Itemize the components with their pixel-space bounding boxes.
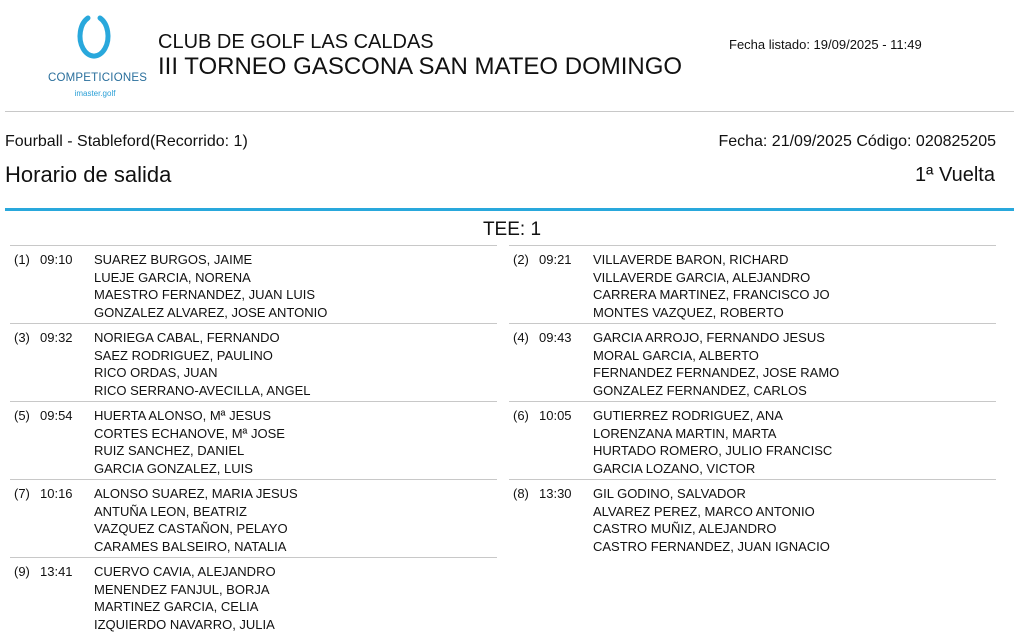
player-name: GIL GODINO, SALVADOR — [593, 486, 746, 501]
player-name: RUIZ SANCHEZ, DANIEL — [94, 443, 245, 459]
logo-text: COMPETICIONES — [48, 72, 148, 84]
group-number: (8) — [513, 486, 529, 501]
player-name: VAZQUEZ CASTAÑON, PELAYO — [94, 521, 288, 537]
header-divider — [5, 111, 1014, 112]
player-name: HURTADO ROMERO, JULIO FRANCISC — [593, 443, 833, 459]
group-number: (9) — [14, 564, 30, 579]
player-name: MENENDEZ FANJUL, BORJA — [94, 581, 270, 597]
list-date: Fecha listado: 19/09/2025 - 11:49 — [729, 37, 922, 52]
player-name: CORTES ECHANOVE, Mª JOSE — [94, 425, 285, 441]
group-number: (3) — [14, 330, 30, 345]
player-name: LORENZANA MARTIN, MARTA — [593, 425, 777, 441]
competiciones-logo-icon — [76, 12, 112, 68]
schedule-title: Horario de salida — [5, 162, 172, 187]
tee-time-group — [509, 323, 996, 401]
player-name: SUAREZ BURGOS, JAIME — [94, 252, 253, 267]
player-name: CARRERA MARTINEZ, FRANCISCO JO — [593, 287, 830, 303]
player-name: MONTES VAZQUEZ, ROBERTO — [593, 304, 784, 320]
player-name: CASTRO MUÑIZ, ALEJANDRO — [593, 521, 777, 537]
player-name: ALVAREZ PEREZ, MARCO ANTONIO — [593, 503, 815, 519]
group-number: (2) — [513, 252, 529, 267]
player-name: MAESTRO FERNANDEZ, JUAN LUIS — [94, 287, 316, 303]
tee-time-group — [509, 245, 996, 323]
club-name: CLUB DE GOLF LAS CALDAS — [158, 31, 434, 53]
group-number: (4) — [513, 330, 529, 345]
tee-time: 10:05 — [539, 408, 572, 423]
player-name: MARTINEZ GARCIA, CELIA — [94, 599, 259, 615]
player-name: HUERTA ALONSO, Mª JESUS — [94, 408, 271, 423]
player-name: MORAL GARCIA, ALBERTO — [593, 347, 759, 363]
tee-time-group — [10, 557, 497, 635]
player-list — [94, 563, 497, 633]
player-name: RICO SERRANO-AVECILLA, ANGEL — [94, 382, 311, 398]
player-name: NORIEGA CABAL, FERNANDO — [94, 330, 280, 345]
player-name: GARCIA ARROJO, FERNANDO JESUS — [593, 330, 825, 345]
player-list — [94, 485, 497, 555]
player-list — [593, 329, 996, 399]
tee-time: 09:43 — [539, 330, 572, 345]
group-number: (1) — [14, 252, 30, 267]
player-list — [593, 251, 996, 321]
tee-time-group — [10, 323, 497, 401]
tee-time-group — [509, 479, 996, 557]
player-name: RICO ORDAS, JUAN — [94, 365, 218, 381]
tee-time: 13:41 — [40, 564, 73, 579]
game-format: Fourball - Stableford(Recorrido: 1) — [5, 133, 248, 150]
player-name: LUEJE GARCIA, NORENA — [94, 269, 251, 285]
logo-subtext: imaster.golf — [74, 89, 116, 98]
accent-divider — [5, 208, 1014, 211]
group-number: (5) — [14, 408, 30, 423]
tee-time: 09:10 — [40, 252, 73, 267]
tee-time-group — [10, 401, 497, 479]
player-name: CARAMES BALSEIRO, NATALIA — [94, 538, 287, 554]
tee-time: 09:21 — [539, 252, 572, 267]
tee-time-groups — [10, 245, 996, 635]
tee-time: 13:30 — [539, 486, 572, 501]
player-name: GARCIA LOZANO, VICTOR — [593, 460, 756, 476]
player-name: GUTIERREZ RODRIGUEZ, ANA — [593, 408, 783, 423]
player-name: VILLAVERDE BARON, RICHARD — [593, 252, 789, 267]
tee-time: 09:54 — [40, 408, 73, 423]
group-number: (6) — [513, 408, 529, 423]
round-date-code: Fecha: 21/09/2025 Código: 020825205 — [718, 133, 996, 150]
player-name: CUERVO CAVIA, ALEJANDRO — [94, 564, 276, 579]
tee-time-group — [10, 479, 497, 557]
player-name: ANTUÑA LEON, BEATRIZ — [94, 503, 247, 519]
tee-label: TEE: 1 — [482, 219, 542, 240]
player-name: IZQUIERDO NAVARRO, JULIA — [94, 616, 275, 632]
player-name: FERNANDEZ FERNANDEZ, JOSE RAMO — [593, 365, 840, 381]
tournament-name: III TORNEO GASCONA SAN MATEO DOMINGO — [158, 53, 683, 80]
player-list — [593, 407, 996, 477]
tee-time: 09:32 — [40, 330, 73, 345]
tee-time-group — [10, 245, 497, 323]
page-header — [0, 0, 1024, 112]
player-name: VILLAVERDE GARCIA, ALEJANDRO — [593, 269, 811, 285]
tee-time-group — [509, 401, 996, 479]
player-list — [94, 329, 497, 399]
player-name: GONZALEZ ALVAREZ, JOSE ANTONIO — [94, 304, 328, 320]
player-name: GARCIA GONZALEZ, LUIS — [94, 460, 253, 476]
tee-time: 10:16 — [40, 486, 73, 501]
round-number: 1ª Vuelta — [914, 164, 995, 186]
player-list — [593, 485, 996, 555]
player-name: GONZALEZ FERNANDEZ, CARLOS — [593, 382, 807, 398]
player-name: SAEZ RODRIGUEZ, PAULINO — [94, 347, 273, 363]
player-list — [94, 251, 497, 321]
player-name: CASTRO FERNANDEZ, JUAN IGNACIO — [593, 538, 830, 554]
group-number: (7) — [14, 486, 30, 501]
player-list — [94, 407, 497, 477]
player-name: ALONSO SUAREZ, MARIA JESUS — [94, 486, 298, 501]
